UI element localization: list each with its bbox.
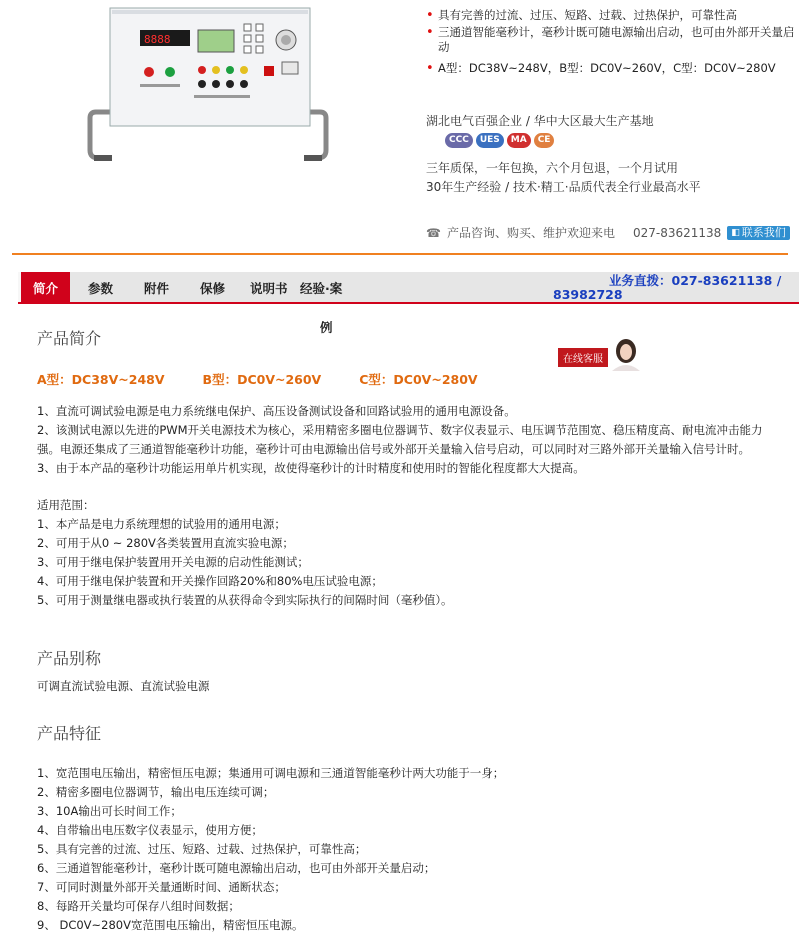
section-divider — [12, 253, 788, 255]
feature-bullet: • 三通道智能毫秒计，毫秒计既可随电源输出启动，也可由外部开关量启动 — [424, 25, 799, 55]
tab-intro[interactable]: 简介 — [18, 272, 70, 302]
feature-item: 2、精密多圈电位器调节，输出电压连续可调； — [37, 785, 275, 799]
tab-cases[interactable]: 经验·案 — [300, 281, 343, 296]
hotline-line2: 83982728 — [553, 287, 623, 302]
experience-text: 30年生产经验 / 技术·精工·品质代表全行业最高水平 — [426, 180, 701, 194]
feature-bullet: • 具有完善的过流、过压、短路、过载、过热保护，可靠性高 — [424, 8, 799, 23]
features-title: 产品特征 — [37, 724, 102, 743]
feature-item: 7、可同时测量外部开关量通断时间、通断状态； — [37, 880, 286, 894]
scope-item: 3、可用于继电保护装置用开关电源的启动性能测试； — [37, 555, 309, 569]
feature-item: 5、具有完善的过流、过压、短路、过载、过热保护，可靠性高； — [37, 842, 367, 856]
alias-title: 产品别称 — [37, 649, 102, 668]
feature-item: 1、宽范围电压输出，精密恒压电源；集通用可调电源和三通道智能毫秒计两大功能于一身； — [37, 766, 505, 780]
online-service-badge[interactable] — [558, 337, 644, 371]
feature-item: 8、每路开关量均可保存八组时间数据； — [37, 899, 240, 913]
feature-bullet-list — [424, 8, 799, 78]
model-c: C型：DC0V~280V — [359, 372, 478, 387]
scope-list — [37, 496, 782, 610]
ues-cert-icon: UES — [476, 133, 504, 148]
tab-repair[interactable]: 保修 — [200, 281, 226, 296]
certification-logos — [445, 130, 554, 150]
ccc-cert-icon: CCC — [445, 133, 473, 148]
contact-text: 产品咨询、购买、维护欢迎来电 — [446, 226, 615, 240]
chat-icon: ◧ — [731, 227, 740, 238]
contact-row — [426, 224, 790, 241]
contact-phone: 027-83621138 — [632, 225, 722, 240]
intro-paragraph: 3、由于本产品的毫秒计功能运用单片机实现，故使得毫秒计的计时精度和使用时的智能化程度都大大提高。 — [37, 461, 585, 475]
company-tagline: 湖北电气百强企业 / 华中大区最大生产基地 — [426, 114, 654, 128]
svg-text:8888: 8888 — [144, 33, 171, 46]
intro-paragraphs — [37, 402, 782, 478]
feature-item: 6、三通道智能毫秒计，毫秒计既可随电源输出启动，也可由外部开关量启动； — [37, 861, 436, 875]
feature-bullet: • A型：DC38V~248V，B型：DC0V~260V，C型：DC0V~280V — [424, 61, 799, 76]
scope-item: 4、可用于继电保护装置和开关操作回路20%和80%电压试验电源； — [37, 574, 383, 588]
alias-text: 可调直流试验电源、直流试验电源 — [37, 679, 210, 693]
ce-cert-icon: CE — [534, 133, 555, 148]
contact-us-button[interactable] — [727, 226, 790, 240]
model-b: B型：DC0V~260V — [202, 372, 322, 387]
feature-item: 3、10A输出可长时间工作； — [37, 804, 182, 818]
contact-us-label: 联系我们 — [741, 225, 786, 239]
product-photo — [86, 0, 332, 172]
feature-list — [37, 764, 782, 935]
tab-manual[interactable]: 说明书 — [250, 281, 288, 296]
scope-title: 适用范围： — [37, 498, 95, 512]
feature-item: 9、 DC0V~280V宽范围电压输出，精密恒压电源。 — [37, 918, 304, 932]
online-service-label: 在线客服 — [558, 348, 608, 367]
model-list — [37, 370, 516, 388]
service-agent-avatar-icon — [608, 337, 644, 371]
intro-paragraph: 1、直流可调试验电源是电力系统继电保护、高压设备测试设备和回路试验用的通用电源设备。 — [37, 404, 516, 418]
model-a: A型：DC38V~248V — [37, 372, 165, 387]
intro-title: 产品简介 — [37, 329, 102, 348]
feature-item: 4、自带输出电压数字仪表显示，使用方便； — [37, 823, 263, 837]
tab-params[interactable]: 参数 — [88, 281, 114, 296]
scope-item: 2、可用于从0 ~ 280V各类装置用直流实验电源； — [37, 536, 294, 550]
scope-item: 1、本产品是电力系统理想的试验用的通用电源； — [37, 517, 286, 531]
ma-cert-icon: MA — [507, 133, 531, 148]
scope-item: 5、可用于测量继电器或执行装置的从获得命令到实际执行的间隔时间（毫秒值）。 — [37, 593, 453, 607]
phone-icon: ☎ — [426, 225, 441, 240]
tab-accessories[interactable]: 附件 — [144, 281, 170, 296]
intro-paragraph: 2、该测试电源以先进的PWM开关电源技术为核心，采用精密多圈电位器调节、数字仪表显示、电压调节范围宽、稳压精度高、耐电流冲击能力强。电源还集成了三通道智能毫秒计功能，毫秒计可由电源输出信号或外部开关量输入信号启动，可以同时对三路外部开关量输入信号计时。 — [37, 423, 763, 456]
tab-cases-wrap[interactable]: 例 — [320, 320, 333, 335]
warranty-text: 三年质保，一年包换，六个月包退，一个月试用 — [426, 161, 679, 175]
hotline-line1: 业务直拨：027-83621138 / — [609, 273, 782, 288]
sales-hotline — [553, 274, 781, 302]
